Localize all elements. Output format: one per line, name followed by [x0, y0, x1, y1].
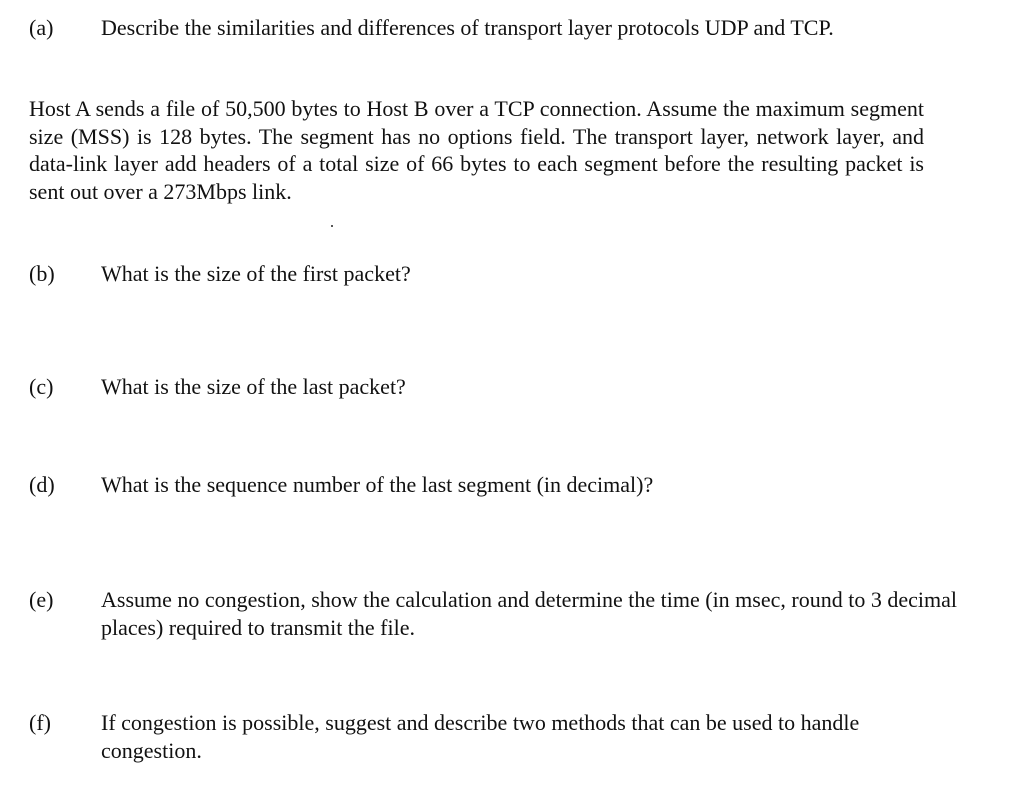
problem-statement: Host A sends a file of 50,500 bytes to Host B over a TCP connection. Assume the maximum segment size (MSS) is 128 bytes. The segment has no options field. The transport layer, network layer, and data-link layer add headers of a total size of 66 bytes to each segment before the resulting packet is sent out over a 273Mbps link.	[29, 96, 924, 204]
question-text: Describe the similarities and differences of transport layer protocols UDP and TCP.	[101, 15, 834, 40]
question-label: (a)	[29, 15, 54, 40]
question-label: (c)	[29, 374, 54, 399]
question-label: (e)	[29, 587, 54, 612]
question-text: What is the size of the last packet?	[101, 374, 406, 399]
question-text: What is the size of the first packet?	[101, 261, 411, 286]
question-label: (f)	[29, 710, 51, 735]
question-label: (d)	[29, 472, 55, 497]
question-label: (b)	[29, 261, 55, 286]
question-text: What is the sequence number of the last segment (in decimal)?	[101, 472, 654, 497]
question-text: If congestion is possible, suggest and describe two methods that can be used to handle congestion.	[101, 710, 860, 763]
stray-dot	[331, 225, 333, 227]
question-text: Assume no congestion, show the calculation and determine the time (in msec, round to 3 decimal places) required to transmit the file.	[101, 587, 957, 640]
